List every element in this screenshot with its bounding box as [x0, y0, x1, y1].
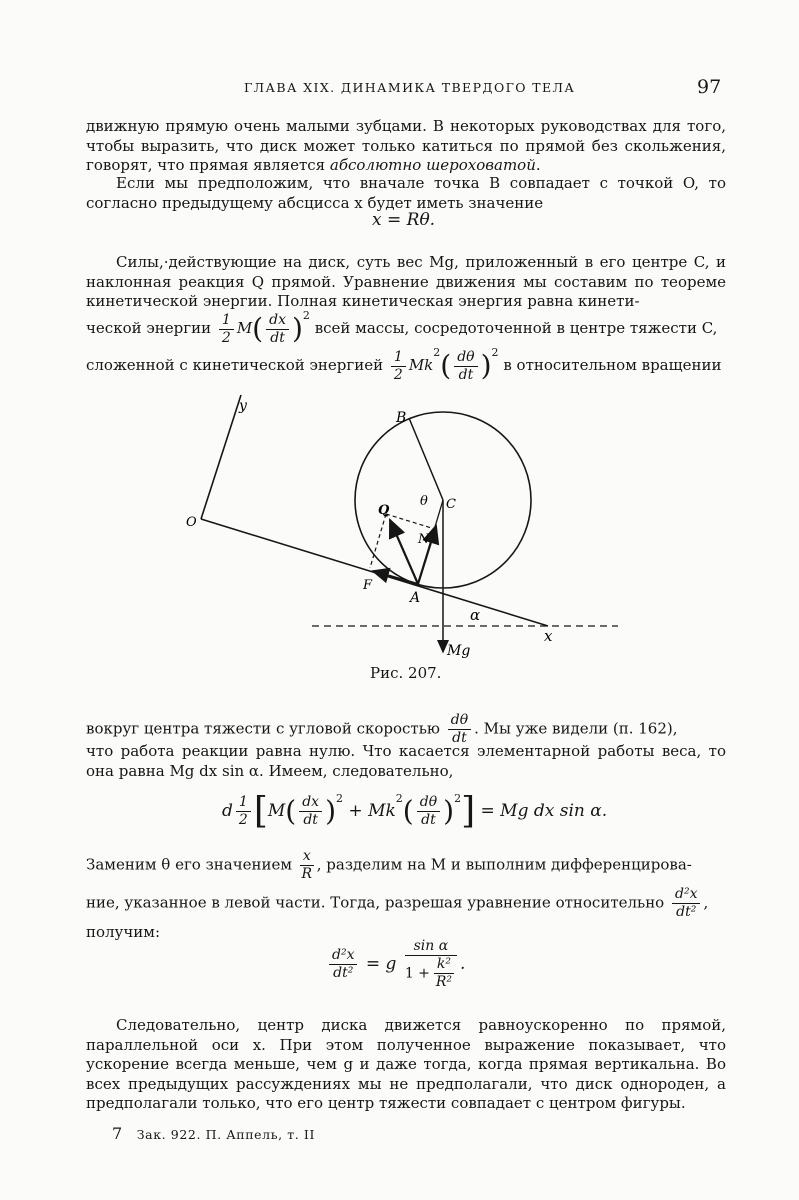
equation-2: d $\frac{1}{2}$ [M( $\frac{dx}{dt}$ )$^2$ + Mk$^2$( $\frac{d\theta}{dt}$ )$^2$] = Mg dx sin α. — [222, 790, 608, 832]
signature-mark: 7 — [112, 1124, 123, 1143]
eq2-one-half: $\frac{1}{2}$ — [236, 794, 251, 829]
label-b: B — [396, 410, 407, 426]
paragraph-1-emphasis: абсолютно шероховатой — [329, 156, 536, 175]
running-header — [0, 76, 799, 100]
page-number: 97 — [697, 76, 722, 98]
chapter-title: ГЛАВА XIX. ДИНАМИКА ТВЕРДОГО ТЕЛА — [244, 80, 576, 95]
label-n: N — [418, 532, 430, 547]
paragraph-2-text: Если мы предположим, что вначале точка B совпадает с точкой O, то согласно предыдущему абсцисса x будет иметь значение — [86, 174, 726, 212]
label-q: Q — [378, 503, 390, 518]
equation-1: x = Rθ. — [372, 210, 436, 230]
fraction-one-half: $\frac{1}{2}$ — [219, 312, 234, 347]
solve-line: ние, указанное в левой части. Тогда, разрешая уравнение относительно $\frac{\text{d²x}}{\text{dt²}}$ , — [86, 886, 709, 920]
paragraph-1-end: . — [535, 156, 541, 175]
paragraph-7 — [86, 742, 726, 781]
label-f: F — [363, 578, 373, 593]
paragraph-1 — [86, 117, 726, 176]
paragraph-7-text: что работа реакции равна нулю. Что касается элементарной работы веса, то она равна Mg dx sin α. Имеем, следовательно, — [86, 742, 726, 780]
rotational-energy-line: сложенной с кинетической энергией $\frac{1}{2}$ Mk$^2$( $\frac{d\theta}{dt}$ )$^2$ в относительном вращении — [86, 346, 722, 383]
fraction-x-r: $\frac{x}{R}$ — [301, 848, 313, 882]
fraction-dx-dt: $\frac{dx}{dt}$ — [266, 312, 289, 347]
label-x: x — [544, 627, 553, 645]
page-footer — [112, 1124, 315, 1143]
label-y: y — [239, 398, 247, 414]
line-8-suffix: , разделим на M и выполним дифференцирова- — [316, 855, 692, 874]
label-alpha: α — [470, 606, 481, 624]
line-5-prefix: сложенной с кинетической энергией — [86, 356, 384, 374]
obtain-line: получим: — [86, 923, 161, 941]
label-o: O — [186, 515, 197, 530]
substitution-line — [86, 848, 726, 883]
label-mg: Mg — [447, 643, 471, 659]
paragraph-3 — [86, 253, 726, 312]
line-5-suffix: в относительном вращении — [503, 356, 722, 374]
paragraph-11-text: Следовательно, центр диска движется равноускоренно по прямой, параллельной оси x. При этом полученное выражение показывает, что ускорение всегда меньше, чем g и даже тогда, когда прямая вертикальна. Во всех предыдущих рассуждениях мы не предполагали, что диск однороден, а предполагали только, что его центр тяжести совпадает с центром фигуры. — [86, 1016, 726, 1113]
mk-symbol: Mk — [408, 356, 434, 374]
footer-text: Зак. 922. П. Аппель, т. II — [136, 1127, 315, 1142]
y-axis — [201, 395, 241, 519]
label-a: A — [410, 590, 421, 606]
kinetic-energy-line: ческой энергии $\frac{1}{2}$ M( $\frac{dx}{dt}$ )$^2$ всей массы, сосредоточенной в центре тяжести C, — [86, 309, 718, 346]
eq3-d2x-dt2: $\frac{\text{d²x}}{\text{dt²}}$ — [329, 947, 357, 982]
eq3-sin-fraction: sin α 1 + $\frac{\text{k²}}{\text{R²}}$ — [405, 938, 457, 991]
figure-caption: Рис. 207. — [370, 664, 442, 682]
mass-symbol: M — [236, 319, 253, 337]
fraction-one-half-2: $\frac{1}{2}$ — [391, 349, 406, 384]
paragraph-1-text: движную прямую очень малыми зубцами. В некоторых руководствах для того, чтобы выразить, что диск может только катиться по прямой без скольжения, говорят, что прямая является — [86, 117, 726, 175]
reaction-q-arrow — [390, 520, 418, 584]
line-6-suffix: . Мы уже видели (п. 162), — [474, 719, 678, 738]
paragraph-11 — [86, 1016, 726, 1114]
line-4-prefix: ческой энергии — [86, 319, 212, 337]
line-8-prefix: Заменим θ его значением — [86, 855, 293, 874]
radius-bc — [409, 418, 443, 500]
line-6-prefix: вокруг центра тяжести с угловой скоростью — [86, 719, 440, 738]
inclined-line — [201, 519, 548, 626]
paragraph-3-text: Силы,·действующие на диск, суть вес Mg, приложенный в его центре C, и наклонная реакция Q прямой. Уравнение движения мы составим по теореме кинетической энергии. Полная кинетическая энергия равна кинети- — [86, 253, 726, 311]
label-theta: θ — [420, 494, 428, 509]
friction-f-arrow — [373, 571, 418, 584]
fraction-dtheta-dt: $\frac{d\theta}{dt}$ — [454, 349, 477, 384]
label-c: C — [446, 497, 456, 512]
fraction-dtheta-dt-2: $\frac{d\theta}{dt}$ — [448, 712, 471, 747]
line-9-prefix: ние, указанное в левой части. Тогда, разрешая уравнение относительно — [86, 893, 665, 912]
fraction-d2x-dt2: $\frac{\text{d²x}}{\text{dt²}}$ — [672, 886, 700, 921]
equation-3: $\frac{\text{d²x}}{\text{dt²}}$ = g sin α 1 + $\frac{\text{k²}}{\text{R²}}$ . — [326, 938, 465, 991]
paragraph-2 — [86, 174, 726, 213]
figure-207 — [180, 385, 630, 665]
line-4-suffix: всей массы, сосредоточенной в центре тяжести C, — [314, 319, 718, 337]
